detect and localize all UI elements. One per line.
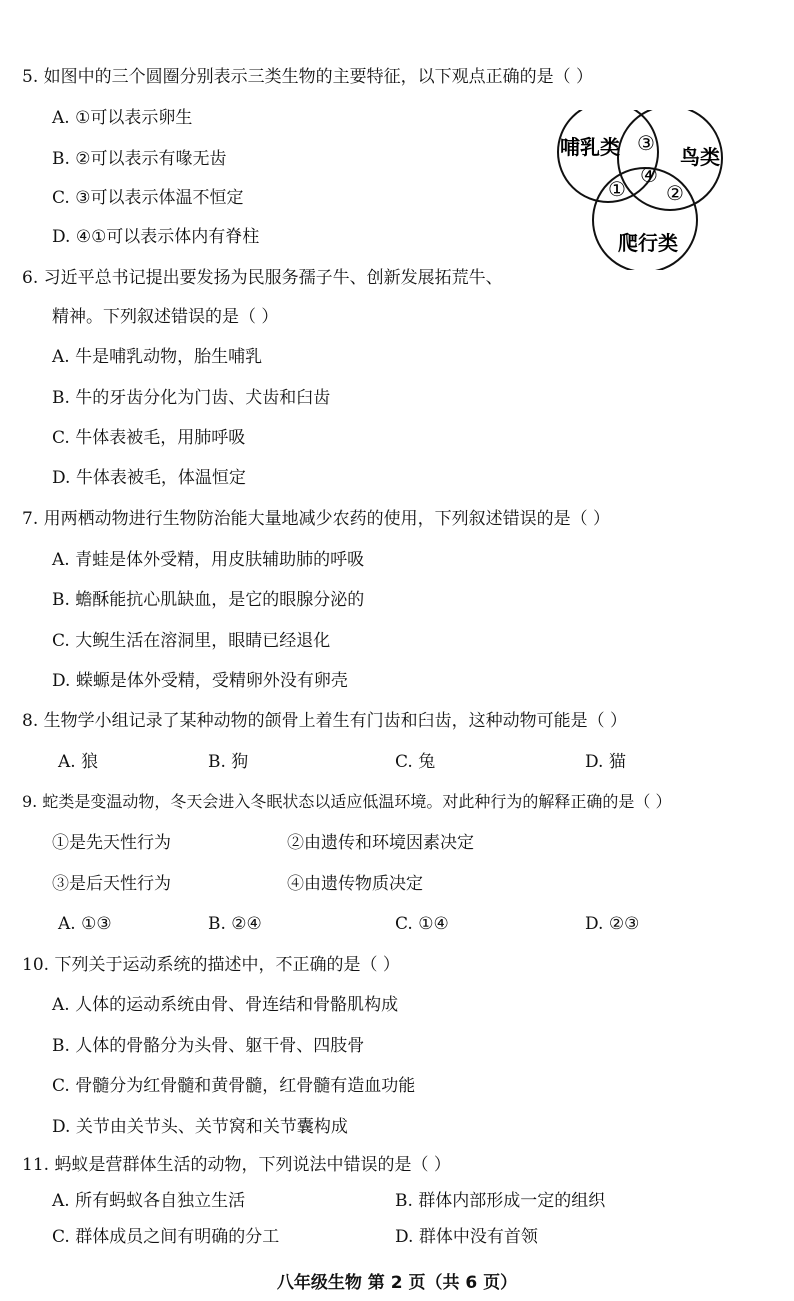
- q9-item-3: ③是后天性行为: [52, 874, 171, 894]
- q6-stem-line1: 6. 习近平总书记提出要发扬为民服务孺子牛、创新发展拓荒牛、: [22, 268, 503, 288]
- q10-option-c: C. 骨髓分为红骨髓和黄骨髓，红骨髓有造血功能: [52, 1076, 416, 1096]
- q11-option-c: C. 群体成员之间有明确的分工: [52, 1227, 280, 1247]
- q6-option-c: C. 牛体表被毛，用肺呼吸: [52, 428, 246, 448]
- venn-region-4: ④: [640, 163, 658, 187]
- q5-option-a: A. ①可以表示卵生: [52, 108, 193, 128]
- q5-option-c: C. ③可以表示体温不恒定: [52, 188, 244, 208]
- q7-option-a: A. 青蛙是体外受精，用皮肤辅助肺的呼吸: [52, 550, 365, 570]
- q10-option-b: B. 人体的骨骼分为头骨、躯干骨、四肢骨: [52, 1036, 365, 1056]
- q9-stem: 9. 蛇类是变温动物，冬天会进入冬眠状态以适应低温环境。对此种行为的解释正确的是（ ）: [22, 792, 672, 811]
- q10-option-d: D. 关节由关节头、关节窝和关节囊构成: [52, 1117, 348, 1137]
- q9-item-4: ④由遗传物质决定: [287, 874, 423, 894]
- q8-option-b: B. 狗: [208, 752, 249, 772]
- q9-option-b: B. ②④: [208, 914, 262, 934]
- venn-label-mammal: 哺乳类: [560, 135, 620, 159]
- q6-option-d: D. 牛体表被毛，体温恒定: [52, 468, 246, 488]
- q11-stem: 11. 蚂蚁是营群体生活的动物，下列说法中错误的是（ ）: [22, 1155, 451, 1175]
- q9-option-c: C. ①④: [395, 914, 449, 934]
- q5-stem: 5. 如图中的三个圆圈分别表示三类生物的主要特征，以下观点正确的是（ ）: [22, 67, 594, 87]
- venn-region-2: ②: [666, 181, 684, 205]
- q7-stem: 7. 用两栖动物进行生物防治能大量地减少农药的使用，下列叙述错误的是（ ）: [22, 509, 611, 529]
- q10-stem: 10. 下列关于运动系统的描述中，不正确的是（ ）: [22, 955, 400, 975]
- q6-option-a: A. 牛是哺乳动物，胎生哺乳: [52, 347, 263, 367]
- q11-option-a: A. 所有蚂蚁各自独立生活: [52, 1191, 246, 1211]
- venn-label-reptile: 爬行类: [618, 231, 678, 255]
- q8-stem: 8. 生物学小组记录了某种动物的颌骨上着生有门齿和臼齿，这种动物可能是（ ）: [22, 711, 628, 731]
- q9-item-1: ①是先天性行为: [52, 833, 171, 853]
- q8-option-a: A. 狼: [58, 752, 99, 772]
- venn-diagram: [550, 110, 740, 270]
- q5-option-b: B. ②可以表示有喙无齿: [52, 149, 227, 169]
- q9-option-d: D. ②③: [585, 914, 640, 934]
- venn-region-3: ③: [637, 131, 655, 155]
- q9-item-2: ②由遗传和环境因素决定: [287, 833, 474, 853]
- q6-stem-line2: 精神。下列叙述错误的是（ ）: [52, 307, 279, 327]
- q7-option-c: C. 大鲵生活在溶洞里，眼睛已经退化: [52, 631, 331, 651]
- q5-option-d: D. ④①可以表示体内有脊柱: [52, 227, 260, 247]
- q9-option-a: A. ①③: [58, 914, 112, 934]
- q8-option-c: C. 兔: [395, 752, 436, 772]
- q6-option-b: B. 牛的牙齿分化为门齿、犬齿和臼齿: [52, 388, 331, 408]
- q10-option-a: A. 人体的运动系统由骨、骨连结和骨骼肌构成: [52, 995, 399, 1015]
- q11-option-b: B. 群体内部形成一定的组织: [395, 1191, 606, 1211]
- q11-option-d: D. 群体中没有首领: [395, 1227, 538, 1247]
- page-footer: 八年级生物 第 2 页（共 6 页）: [276, 1273, 518, 1293]
- q7-option-b: B. 蟾酥能抗心肌缺血，是它的眼腺分泌的: [52, 590, 365, 610]
- q7-option-d: D. 蝾螈是体外受精，受精卵外没有卵壳: [52, 671, 348, 691]
- venn-label-bird: 鸟类: [680, 145, 720, 169]
- venn-region-1: ①: [608, 177, 626, 201]
- q8-option-d: D. 猫: [585, 752, 626, 772]
